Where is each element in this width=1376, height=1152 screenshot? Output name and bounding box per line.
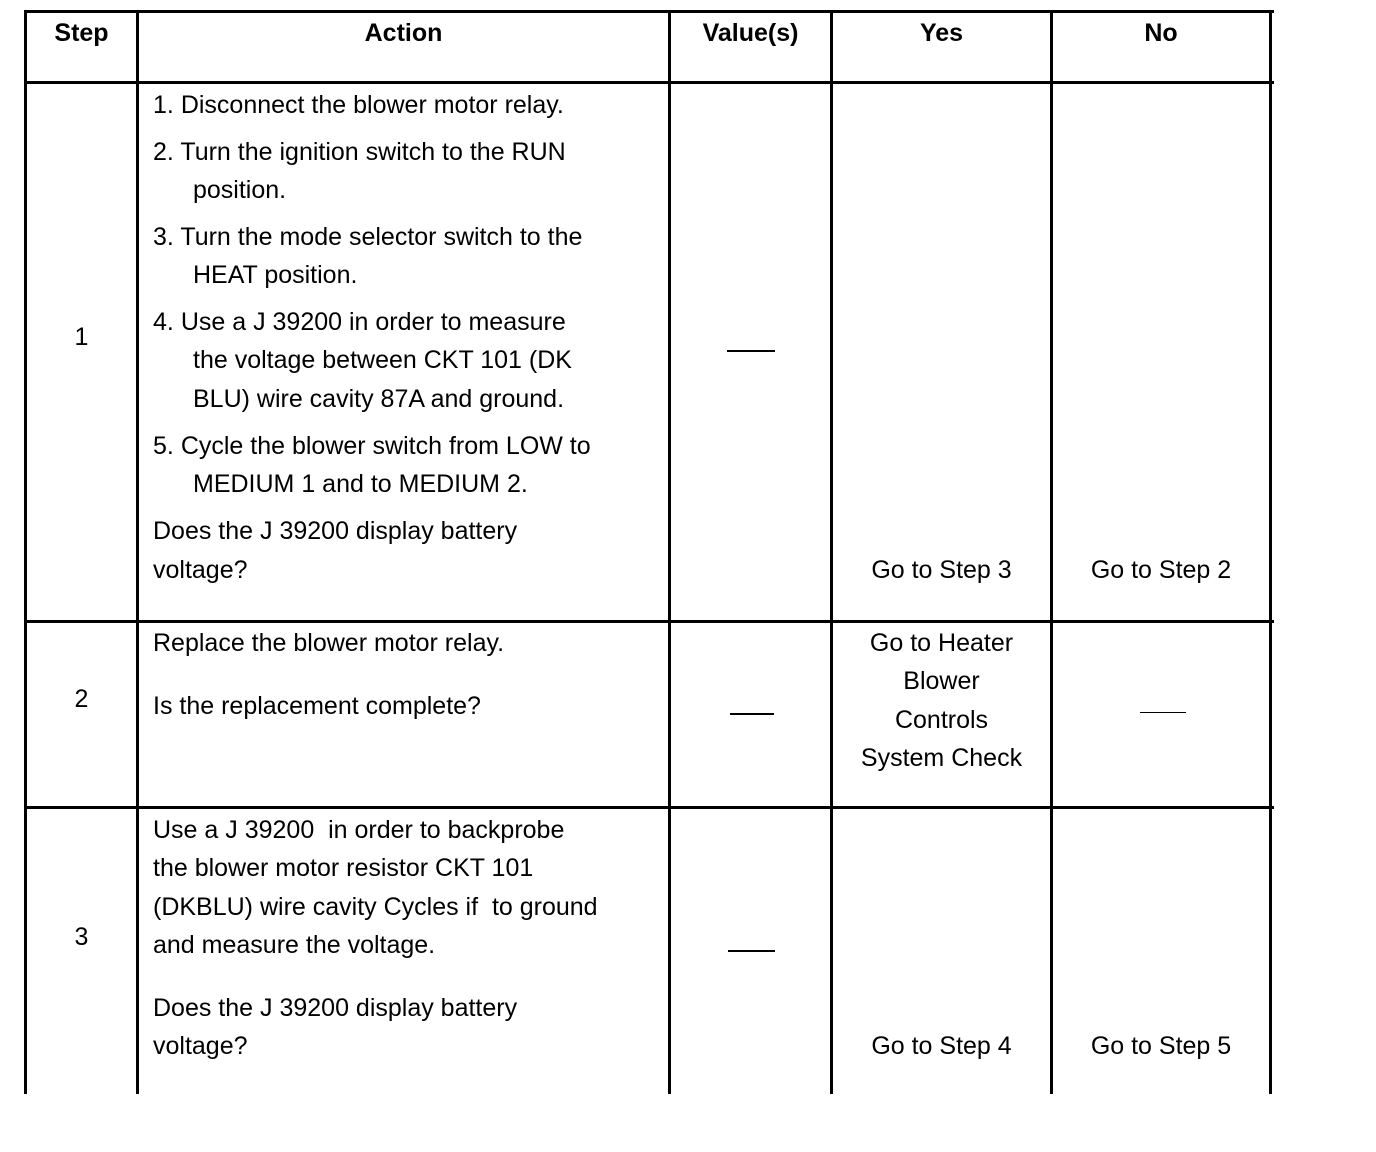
question-line: Does the J 39200 display battery: [153, 517, 518, 545]
no-action: Go to Step 2: [1090, 556, 1232, 584]
table-right-border: [1269, 10, 1272, 1094]
header-action: Action: [364, 19, 443, 47]
value-dash: [727, 350, 775, 352]
no-action: Go to Step 5: [1090, 1032, 1232, 1060]
action-line: and measure the voltage.: [153, 931, 436, 959]
item-continuation: HEAT position.: [193, 261, 358, 289]
question-line: Does the J 39200 display battery: [153, 994, 518, 1022]
action-item: [153, 303, 566, 341]
row1-bottom-border: [24, 620, 1274, 623]
item-continuation: position.: [193, 176, 287, 204]
yes-action-line: Blower: [903, 667, 980, 695]
table-top-border: [24, 10, 1274, 13]
step-number: 3: [74, 923, 89, 951]
action-value-divider: [668, 10, 671, 1094]
question-line: voltage?: [153, 556, 248, 584]
item-number: 2.: [153, 138, 174, 166]
action-line: (DKBLU) wire cavity Cycles if to ground: [153, 893, 598, 921]
no-dash: [1140, 712, 1186, 713]
action-line: Use a J 39200 in order to backprobe: [153, 816, 565, 844]
yes-action-line: System Check: [860, 744, 1023, 772]
question-line: Is the replacement complete?: [153, 692, 481, 720]
item-text: Turn the mode selector switch to the: [180, 223, 583, 251]
step-number: 2: [74, 685, 89, 713]
value-dash: [728, 950, 775, 952]
yes-action-line: Controls: [894, 706, 989, 734]
question-line: voltage?: [153, 1032, 248, 1060]
action-line: the blower motor resistor CKT 101: [153, 854, 534, 882]
header-no: No: [1144, 19, 1178, 47]
item-text: Cycle the blower switch from LOW to: [180, 432, 591, 460]
item-number: 1.: [153, 91, 174, 119]
item-text: Disconnect the blower motor relay.: [180, 91, 564, 119]
value-dash: [730, 713, 774, 715]
item-continuation: MEDIUM 1 and to MEDIUM 2.: [193, 470, 528, 498]
step-action-divider: [136, 10, 139, 1094]
item-text: Turn the ignition switch to the RUN: [180, 138, 566, 166]
action-item: [153, 133, 566, 171]
header-values: Value(s): [702, 19, 799, 47]
yes-action: Go to Step 4: [871, 1032, 1012, 1060]
item-number: 5.: [153, 432, 174, 460]
action-item: [153, 86, 564, 124]
action-item: [153, 218, 582, 256]
step-number: 1: [74, 323, 89, 351]
yes-action: Go to Step 3: [871, 556, 1012, 584]
header-yes: Yes: [919, 19, 964, 47]
row2-bottom-border: [24, 806, 1274, 809]
item-text: Use a J 39200 in order to measure: [180, 308, 566, 336]
header-bottom-border: [24, 81, 1274, 84]
item-continuation: the voltage between CKT 101 (DK: [193, 346, 572, 374]
action-item: [153, 427, 591, 465]
item-continuation: BLU) wire cavity 87A and ground.: [193, 385, 565, 413]
yes-action-line: Go to Heater: [869, 629, 1014, 657]
action-text: Replace the blower motor relay.: [153, 629, 505, 657]
item-number: 4.: [153, 308, 174, 336]
header-step: Step: [54, 19, 109, 47]
item-number: 3.: [153, 223, 174, 251]
